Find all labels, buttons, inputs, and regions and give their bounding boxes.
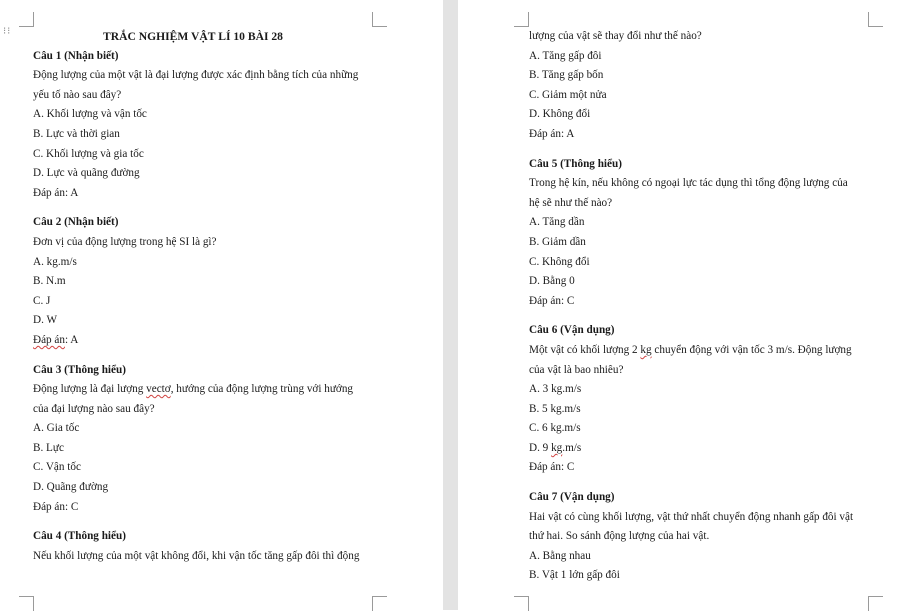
text-line: C. Giảm một nửa [529,88,607,101]
text-line: D. 9 kg.m/s [529,441,582,454]
document-title: TRẮC NGHIỆM VẬT LÍ 10 BÀI 28 [103,30,283,43]
text-line: Một vật có khối lượng 2 kg chuyển động với vận tốc 3 m/s. Động lượng [529,343,852,356]
page-gutter [443,0,458,610]
question-heading: Câu 3 (Thông hiểu) [33,363,126,376]
spellcheck-underline[interactable]: vectơ [146,383,171,396]
text-line: A. Khối lượng và vận tốc [33,108,147,121]
text-line: C. J [33,294,51,307]
text-line: Động lượng của một vật là đại lượng được xác định bằng tích của những [33,69,359,82]
text-line: C. Vận tốc [33,461,81,474]
text-line: Nếu khối lượng của một vật không đổi, khi vận tốc tăng gấp đôi thì động [33,549,360,562]
question-heading: Câu 5 (Thông hiểu) [529,157,622,170]
spellcheck-underline[interactable]: kg [640,343,652,356]
text-line: C. Không đổi [529,255,590,268]
text-line: B. Tăng gấp bốn [529,69,604,82]
paragraph-spacer [529,478,899,488]
paragraph-spacer [33,517,433,527]
crop-mark-top-left [19,12,34,27]
text-line: Đáp án: A [33,333,79,346]
crop-mark-top-left [514,12,529,27]
crop-mark-bottom-right [372,596,387,611]
text-line: D. W [33,314,58,327]
text-line: C. Khối lượng và gia tốc [33,147,144,160]
text-line: A. 3 kg.m/s [529,383,582,396]
text-line: Đơn vị của động lượng trong hệ SI là gì? [33,235,217,248]
crop-mark-bottom-left [19,596,34,611]
text-line: A. Gia tốc [33,422,80,435]
text-line: B. Lực và thời gian [33,127,120,140]
text-line: Hai vật có cùng khối lượng, vật thứ nhất chuyển động nhanh gấp đôi vật [529,510,854,523]
question-heading: Câu 1 (Nhận biết) [33,49,119,62]
text-line: của vật là bao nhiêu? [529,363,624,376]
text-line: A. Tăng gấp đôi [529,49,602,62]
crop-mark-top-right [372,12,387,27]
text-line: B. N.m [33,275,66,288]
text-line: lượng của vật sẽ thay đổi như thế nào? [529,30,702,42]
drag-handle-icon[interactable]: ⁝⁝ [3,26,12,37]
text-line: B. Giảm dần [529,235,586,248]
crop-mark-bottom-right [868,596,883,611]
text-line: Đáp án: A [529,127,575,140]
question-heading: Câu 4 (Thông hiểu) [33,530,126,543]
text-line: D. Không đổi [529,108,591,121]
paragraph-spacer [529,311,899,321]
spellcheck-underline[interactable]: Đáp án [33,333,65,346]
text-line: Đáp án: C [33,500,79,513]
text-line: C. 6 kg.m/s [529,422,581,435]
text-line: của đại lượng nào sau đây? [33,402,155,415]
text-line: D. Bằng 0 [529,275,575,288]
text-line: A. Bằng nhau [529,549,591,562]
text-line: Đáp án: C [529,461,575,474]
paragraph-spacer [529,145,899,155]
text-line: A. kg.m/s [33,255,77,268]
left-page-content[interactable] [33,27,433,566]
text-line: hệ sẽ như thế nào? [529,196,613,209]
paragraph-spacer [33,203,433,213]
right-page-content[interactable] [529,27,899,586]
text-line: D. Quãng đường [33,481,109,494]
text-line: Động lượng là đại lượng vectơ, hướng của động lượng trùng với hướng [33,383,354,396]
text-line: thứ hai. So sánh động lượng của hai vật. [529,530,710,543]
question-heading: Câu 6 (Vận dụng) [529,324,615,337]
question-heading: Câu 2 (Nhận biết) [33,216,119,229]
text-line: Đáp án: C [529,294,575,307]
text-line: B. Vật 1 lớn gấp đôi [529,569,620,582]
text-line: Trong hệ kín, nếu không có ngoại lực tác dụng thì tổng động lượng của [529,177,848,190]
question-heading: Câu 7 (Vận dụng) [529,491,615,504]
crop-mark-bottom-left [514,596,529,611]
text-line: A. Tăng dần [529,216,585,229]
text-line: B. Lực [33,441,64,454]
text-line: D. Lực và quãng đường [33,167,140,180]
document-page-right [458,0,923,610]
paragraph-spacer [33,351,433,361]
text-line: B. 5 kg.m/s [529,402,581,415]
document-page-left [0,0,443,610]
text-line: yếu tố nào sau đây? [33,88,122,101]
spellcheck-underline[interactable]: kg [551,441,563,454]
crop-mark-top-right [868,12,883,27]
text-line: Đáp án: A [33,186,79,199]
